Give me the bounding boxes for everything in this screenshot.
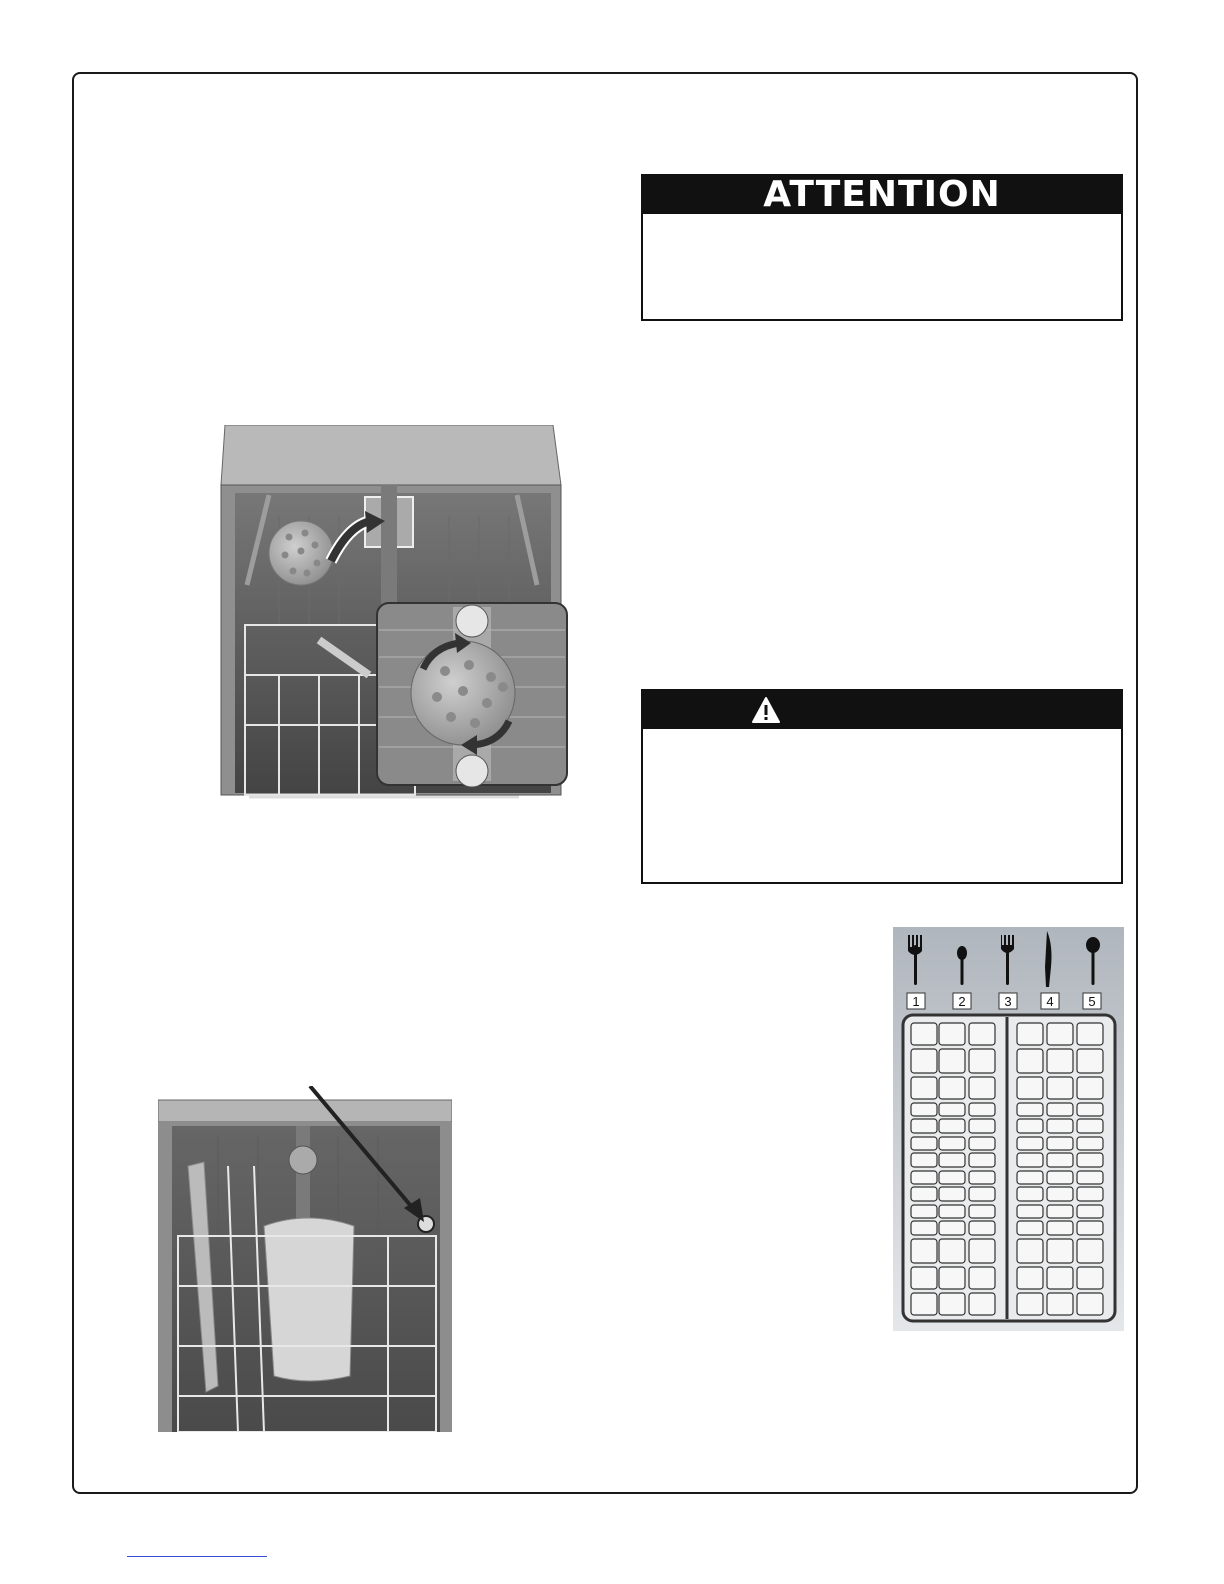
tray-compartment (969, 1103, 995, 1116)
tray-compartment (911, 1153, 937, 1167)
tray-compartment (1047, 1293, 1073, 1315)
tray-compartment (969, 1239, 995, 1263)
tray-compartment (1017, 1103, 1043, 1116)
tray-compartment (1017, 1205, 1043, 1218)
tray-compartment (939, 1119, 965, 1133)
tray-compartment (1077, 1239, 1103, 1263)
tray-compartment (911, 1205, 937, 1218)
tray-compartment (969, 1221, 995, 1235)
tray-compartment (969, 1187, 995, 1201)
tray-compartment (969, 1137, 995, 1150)
tray-compartment (1047, 1137, 1073, 1150)
tray-compartment (911, 1239, 937, 1263)
tray-compartment (1017, 1119, 1043, 1133)
tray-compartment (1077, 1187, 1103, 1201)
slot-label-4: 4 (1046, 994, 1054, 1009)
tray-compartment (911, 1077, 937, 1099)
slot-label-1: 1 (912, 994, 920, 1009)
tray-compartment (969, 1077, 995, 1099)
tray-compartment (911, 1137, 937, 1150)
tray-compartment (1017, 1137, 1043, 1150)
slot-label-3: 3 (1004, 994, 1012, 1009)
tray-compartment (939, 1049, 965, 1073)
tray-compartment (1077, 1171, 1103, 1184)
attention-notice (641, 174, 1123, 321)
tray-compartment (939, 1023, 965, 1045)
tray-compartment (1017, 1153, 1043, 1167)
tray-compartment (1047, 1205, 1073, 1218)
filter-install-figure (219, 425, 571, 803)
tray-compartment (939, 1187, 965, 1201)
tray-compartment (1077, 1267, 1103, 1289)
tray-compartment (1017, 1077, 1043, 1099)
tray-compartment (969, 1023, 995, 1045)
tray-compartment (911, 1023, 937, 1045)
tray-compartment (1017, 1187, 1043, 1201)
tray-compartment (1047, 1049, 1073, 1073)
warning-notice (641, 689, 1123, 884)
warning-triangle-icon (751, 696, 781, 724)
tray-compartment (1077, 1103, 1103, 1116)
slot-label-2: 2 (958, 994, 966, 1009)
tray-compartment (939, 1171, 965, 1184)
tray-compartment (939, 1205, 965, 1218)
tray-compartment (1047, 1119, 1073, 1133)
tray-compartment (1077, 1153, 1103, 1167)
tray-compartment (1077, 1077, 1103, 1099)
tray-compartment (1047, 1077, 1073, 1099)
tray-compartment (969, 1119, 995, 1133)
tray-compartment (911, 1293, 937, 1315)
tray-compartment (939, 1221, 965, 1235)
tray-compartment (911, 1187, 937, 1201)
tray-compartment (969, 1293, 995, 1315)
tray-compartment (969, 1171, 995, 1184)
tray-compartment (911, 1221, 937, 1235)
tray-compartment (1047, 1023, 1073, 1045)
tray-compartment (1017, 1239, 1043, 1263)
tray-compartment (1017, 1023, 1043, 1045)
tray-compartment (969, 1267, 995, 1289)
tray-compartment (1047, 1153, 1073, 1167)
tray-compartment (1047, 1239, 1073, 1263)
tray-compartment (1017, 1049, 1043, 1073)
silverware-tray-figure (893, 927, 1124, 1331)
tray-compartment (1047, 1221, 1073, 1235)
tray-compartment (1017, 1221, 1043, 1235)
tray-compartment (1017, 1293, 1043, 1315)
footer-link-underline[interactable] (127, 1556, 267, 1557)
tray-compartment (969, 1153, 995, 1167)
tray-compartment (939, 1103, 965, 1116)
tray-compartment (939, 1239, 965, 1263)
tray-compartment (1077, 1205, 1103, 1218)
tray-compartment (911, 1103, 937, 1116)
tray-compartment (939, 1137, 965, 1150)
tray-compartment (1077, 1023, 1103, 1045)
attention-header (643, 176, 1121, 214)
tray-compartment (1077, 1119, 1103, 1133)
tray-compartment (911, 1267, 937, 1289)
tray-compartment (969, 1205, 995, 1218)
tray-compartment (1047, 1267, 1073, 1289)
tray-compartment (1017, 1171, 1043, 1184)
tray-compartment (1077, 1049, 1103, 1073)
tray-compartment (1047, 1103, 1073, 1116)
attention-title: ATTENTION (763, 174, 1001, 215)
tray-compartment (911, 1171, 937, 1184)
tray-compartment (1077, 1221, 1103, 1235)
tray-compartment (1047, 1171, 1073, 1184)
tray-compartment (1077, 1293, 1103, 1315)
tray-compartment (939, 1077, 965, 1099)
tray-compartment (939, 1153, 965, 1167)
rinse-aid-figure (158, 1086, 452, 1432)
tray-compartment (1047, 1187, 1073, 1201)
tray-compartment (1017, 1267, 1043, 1289)
tray-compartment (939, 1293, 965, 1315)
tray-compartment (939, 1267, 965, 1289)
warning-header (643, 691, 1121, 729)
tray-compartment (911, 1119, 937, 1133)
tray-compartment (911, 1049, 937, 1073)
tray-compartment (969, 1049, 995, 1073)
tray-compartment (1077, 1137, 1103, 1150)
slot-label-5: 5 (1088, 994, 1096, 1009)
